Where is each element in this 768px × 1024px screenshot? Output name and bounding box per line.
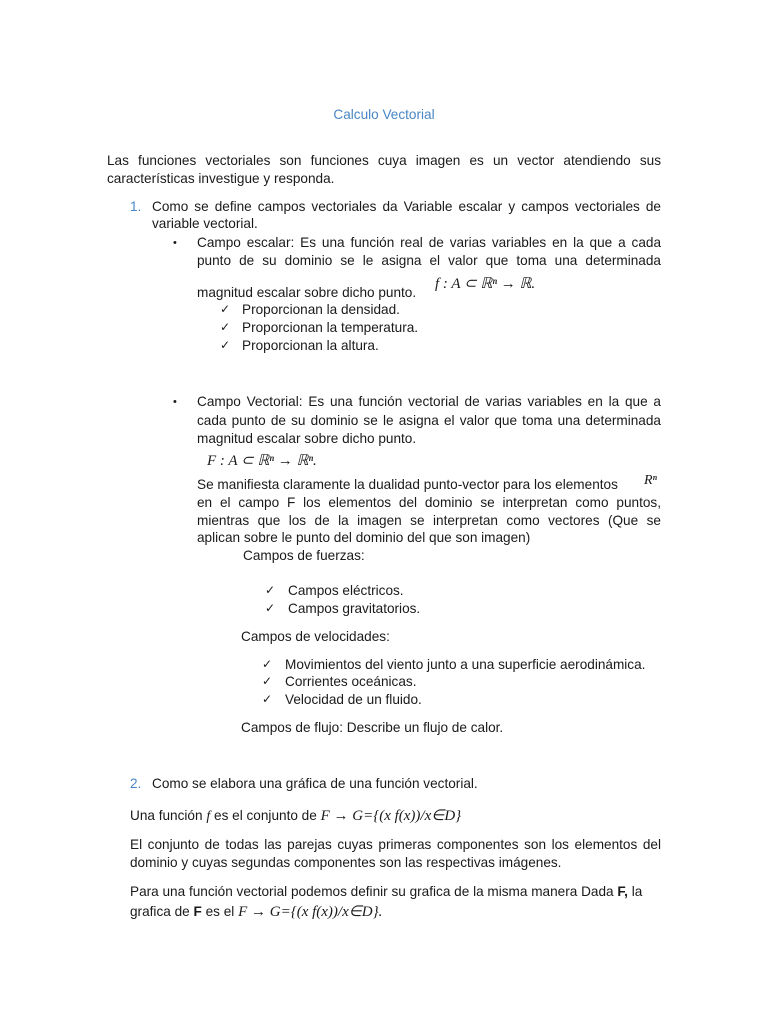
paragraph-1-line-1: El conjunto de todas las parejas cuyas primeras componentes son los elementos del — [130, 837, 661, 852]
paragraph-2-text: Para una función vectorial podemos definir su grafica de la misma manera Dada — [130, 884, 614, 899]
paragraph-1-line-2: dominio y cuyas segundas componentes son las respectivas imágenes. — [130, 855, 562, 870]
campo-escalar-line-2: punto de su dominio se le asigna el valor que toma una determinada — [197, 253, 661, 268]
campo-escalar-check-2: Proporcionan la temperatura. — [242, 320, 419, 335]
fuerzas-item-2: Campos gravitatorios. — [288, 601, 421, 616]
question-1-number: 1. — [130, 199, 142, 214]
check-icon: ✓ — [220, 302, 231, 316]
definition-prefix: Una función — [130, 808, 203, 823]
campo-escalar-line-1: Campo escalar: Es una función real de varias variables en la que a cada — [197, 235, 661, 250]
fuerzas-item-1: Campos eléctricos. — [288, 583, 404, 598]
check-icon: ✓ — [220, 338, 231, 352]
question-1-line-2: variable vectorial. — [152, 216, 258, 231]
document-title: Calculo Vectorial — [333, 107, 435, 122]
bullet-icon: • — [173, 237, 177, 249]
fuerzas-heading: Campos de fuerzas: — [243, 548, 365, 563]
definition-formula: F → G={(x f(x))/x∈D} — [320, 808, 462, 824]
check-icon: ✓ — [265, 583, 276, 597]
campo-vectorial-paragraph-line-4: aplican sobre le punto del dominio del que son imagen) — [197, 530, 531, 545]
flujo-text: Campos de flujo: Describe un flujo de calor. — [241, 720, 504, 735]
intro-line-1: Las funciones vectoriales son funciones cuya imagen es un vector atendiendo sus — [107, 153, 661, 168]
campo-vectorial-paragraph-line-3: mientras que los de la imagen se interpretan como vectores (Que se — [197, 513, 661, 528]
paragraph-2-bold-f-2: F — [193, 904, 202, 919]
question-2-number: 2. — [130, 776, 142, 791]
campo-escalar-formula: f : A ⊂ ℝⁿ → ℝ. — [435, 276, 536, 292]
check-icon: ✓ — [220, 320, 231, 334]
question-1-line-1: Como se define campos vectoriales da Variable escalar y campos vectoriales de — [152, 199, 661, 214]
paragraph-2-line-2 — [130, 902, 382, 921]
campo-escalar-check-3: Proporcionan la altura. — [242, 338, 379, 353]
velocidades-item-3: Velocidad de un fluido. — [285, 692, 422, 707]
check-icon: ✓ — [262, 674, 273, 688]
check-icon: ✓ — [262, 692, 273, 706]
intro-line-2: características investigue y responda. — [107, 171, 335, 186]
check-icon: ✓ — [262, 657, 273, 671]
check-icon: ✓ — [265, 601, 276, 615]
velocidades-item-1: Movimientos del viento junto a una superficie aerodinámica. — [285, 657, 646, 672]
velocidades-heading: Campos de velocidades: — [241, 629, 390, 644]
r-n-symbol: Rⁿ — [644, 473, 657, 488]
paragraph-2-line-2-b: es el — [205, 904, 235, 919]
paragraph-2-formula: F → G={(x f(x))/x∈D}. — [238, 904, 383, 920]
paragraph-2-bold-f: F, — [617, 884, 628, 899]
campo-vectorial-line-1: Campo Vectorial: Es una función vectorial de varias variables en la que a — [197, 394, 661, 409]
paragraph-2-tail: la — [631, 884, 643, 899]
definition-mid: es el conjunto de — [214, 808, 317, 823]
campo-escalar-line-3: magnitud escalar sobre dicho punto. — [197, 285, 417, 300]
paragraph-2-line-2-a: grafica de — [130, 904, 190, 919]
campo-vectorial-line-3: magnitud escalar sobre dicho punto. — [197, 431, 417, 446]
bullet-icon: • — [173, 396, 177, 408]
campo-vectorial-line-2: cada punto de su dominio se le asigna el valor que toma una determinada — [197, 413, 661, 428]
campo-vectorial-paragraph-line-1: Se manifiesta claramente la dualidad punto-vector para los elementos — [197, 477, 618, 492]
campo-vectorial-formula: F : A ⊂ ℝⁿ → ℝⁿ. — [207, 453, 317, 469]
definition-line — [130, 806, 461, 825]
campo-escalar-check-1: Proporcionan la densidad. — [242, 302, 400, 317]
question-2-text: Como se elabora una gráfica de una función vectorial. — [152, 776, 478, 791]
definition-f: f — [206, 809, 211, 824]
velocidades-item-2: Corrientes oceánicas. — [285, 674, 417, 689]
campo-vectorial-paragraph-line-2: en el campo F los elementos del dominio se interpretan como puntos, — [197, 495, 661, 510]
paragraph-2-line-1 — [130, 884, 642, 899]
